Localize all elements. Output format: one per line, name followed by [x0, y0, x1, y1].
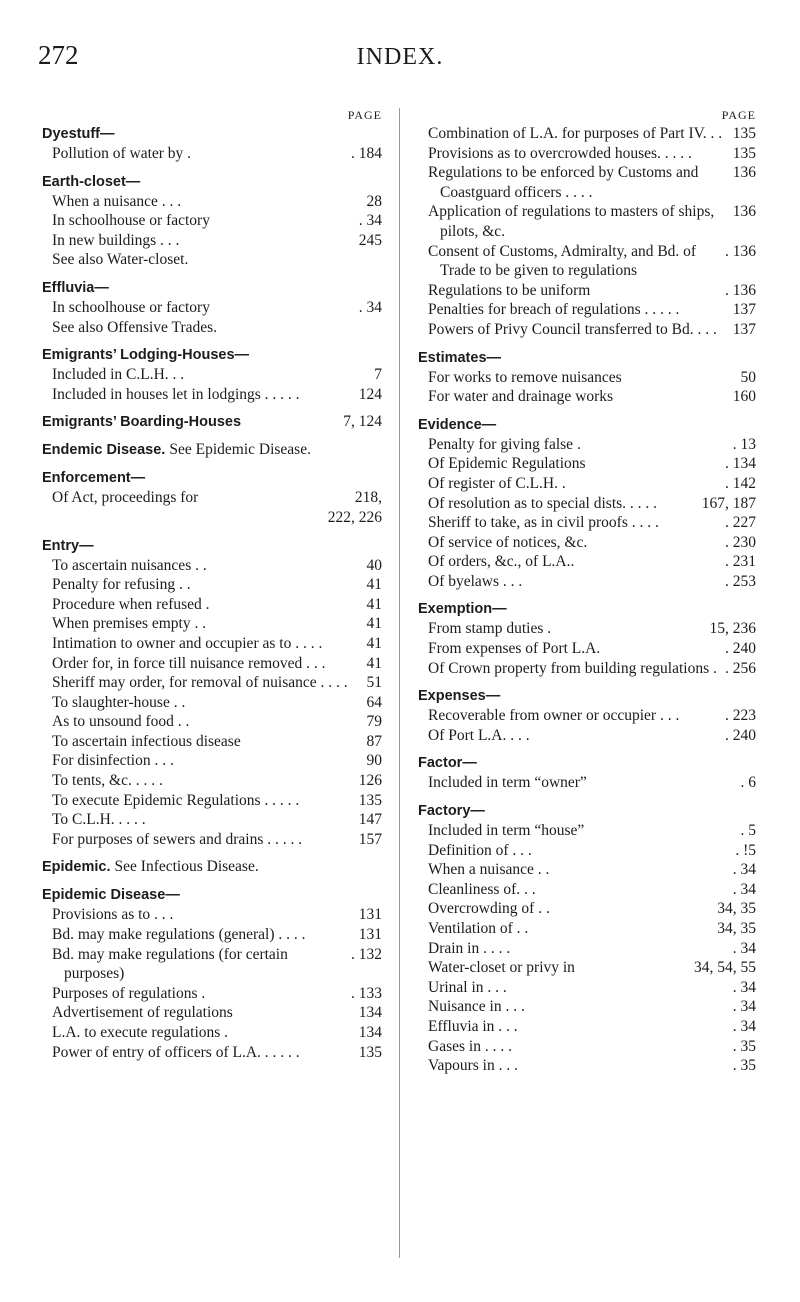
subentry-text: To slaughter-house . . — [52, 693, 186, 711]
heading-term: Emigrants’ Boarding-Houses — [42, 414, 242, 431]
page-reference: 34, 35 — [717, 920, 756, 937]
index-subentry — [418, 639, 756, 659]
page-reference: 41 — [366, 654, 382, 672]
index-subentry — [42, 830, 382, 850]
index-subentry — [418, 939, 756, 959]
subentry-text: Included in houses let in lodgings . . . . . — [52, 385, 300, 403]
index-subentry — [42, 1043, 382, 1063]
subentry-text: Of register of C.L.H. . — [428, 474, 566, 492]
subentry-text: From stamp duties . — [428, 620, 552, 638]
subentry-text: Penalties for breach of regulations . . . . . — [428, 301, 680, 319]
subentry-text: For works to remove nuisances — [428, 368, 622, 386]
page-reference: 135 — [732, 125, 756, 142]
page-reference: 136 — [732, 164, 756, 182]
subentry-text: Included in term “owner” — [428, 774, 587, 792]
index-subentry — [42, 810, 382, 830]
index-subentry — [42, 385, 382, 405]
subentry-text: Nuisance in . . . — [428, 998, 525, 1016]
page-reference: . 132 — [351, 945, 382, 963]
page-reference: 7, 124 — [343, 413, 382, 431]
heading-term: Epidemic. — [42, 859, 111, 876]
index-subentry — [418, 368, 756, 388]
index-subentry — [42, 144, 382, 164]
subentry-text: To C.L.H. . . . . — [52, 811, 146, 829]
index-subentry — [418, 1017, 756, 1037]
subentry-text: Consent of Customs, Admiralty, and Bd. of Trade to be given to regulations — [428, 242, 697, 280]
index-subentry — [418, 320, 756, 340]
index-subentry — [42, 488, 382, 508]
page-reference: . 240 — [725, 726, 756, 744]
page-reference: 40 — [366, 556, 382, 574]
page-reference: . 133 — [351, 984, 382, 1002]
page-reference: . !5 — [735, 841, 756, 859]
index-subentry — [42, 1023, 382, 1043]
page-reference: 135 — [358, 791, 382, 809]
page-reference: . 231 — [725, 553, 756, 571]
subentry-text: Of Port L.A. . . . — [428, 726, 530, 744]
entry-heading — [418, 753, 756, 773]
index-subentry — [418, 821, 756, 841]
index-subentry — [418, 281, 756, 301]
page-column-label: PAGE — [721, 108, 756, 122]
subentry-text: Of service of notices, &c. — [428, 533, 588, 551]
subentry-text: Drain in . . . . — [428, 939, 511, 957]
page-reference: 136 — [732, 203, 756, 221]
index-group — [42, 440, 382, 460]
page-reference: . 256 — [725, 659, 756, 677]
entry-heading — [42, 345, 382, 365]
subentry-text: To ascertain nuisances . . — [52, 556, 207, 574]
subentry-text: Of Act, proceedings for — [52, 489, 199, 507]
page-reference: 135 — [732, 144, 756, 162]
heading-term: Epidemic Disease— — [42, 887, 180, 904]
subentry-text: Recoverable from owner or occupier . . . — [428, 707, 680, 725]
index-group — [418, 686, 756, 745]
subentry-text: Regulations to be uniform — [428, 281, 591, 299]
subentry-text: Power of entry of officers of L.A. . . . . . — [52, 1043, 300, 1061]
entry-heading — [418, 801, 756, 821]
index-subentry — [42, 211, 382, 231]
subentry-text: For purposes of sewers and drains . . . . . — [52, 830, 303, 848]
page-reference: . 13 — [732, 435, 756, 453]
index-subentry — [418, 726, 756, 746]
index-subentry — [418, 494, 756, 514]
entry-heading — [42, 468, 382, 488]
subentry-text: Of resolution as to special dists. . . . . — [428, 494, 658, 512]
page-reference: 28 — [366, 192, 382, 210]
entry-heading — [42, 172, 382, 192]
index-group — [42, 536, 382, 850]
index-subentry — [418, 619, 756, 639]
index-subentry — [418, 860, 756, 880]
page-reference: . 35 — [732, 1057, 756, 1075]
subentry-text: Provisions as to . . . — [52, 906, 174, 924]
index-subentry — [42, 673, 382, 693]
page-reference: 41 — [366, 615, 382, 633]
index-group — [418, 348, 756, 407]
index-subentry — [42, 634, 382, 654]
page-reference: . 34 — [732, 939, 756, 957]
running-head: INDEX. — [356, 44, 444, 70]
index-subentry — [42, 575, 382, 595]
index-subentry — [418, 474, 756, 494]
index-group — [42, 278, 382, 337]
index-subentry — [418, 919, 756, 939]
index-subentry — [42, 654, 382, 674]
index-subentry — [418, 513, 756, 533]
index-group — [42, 172, 382, 270]
index-subentry — [42, 508, 382, 528]
subentry-text: For water and drainage works — [428, 388, 614, 406]
entry-heading — [418, 686, 756, 706]
index-subentry — [418, 1056, 756, 1076]
index-subentry — [418, 454, 756, 474]
index-subentry — [418, 300, 756, 320]
subentry-text: To execute Epidemic Regulations . . . . . — [52, 791, 300, 809]
subentry-text: Bd. may make regulations (for certain purposes) — [52, 945, 288, 983]
subentry-text: Intimation to owner and occupier as to . . . . — [52, 634, 323, 652]
page-reference: 41 — [366, 634, 382, 652]
page-reference: . 253 — [725, 572, 756, 590]
index-group — [42, 345, 382, 404]
heading-term: Enforcement— — [42, 470, 146, 487]
index-subentry — [42, 791, 382, 811]
heading-term: Entry— — [42, 537, 94, 554]
page-reference: 137 — [732, 301, 756, 319]
index-subentry — [42, 771, 382, 791]
index-subentry — [42, 556, 382, 576]
index-subentry — [42, 614, 382, 634]
subentry-text: From expenses of Port L.A. — [428, 640, 601, 658]
subentry-text: Of orders, &c., of L.A.. — [428, 553, 575, 571]
index-subentry — [418, 202, 756, 241]
index-subentry — [418, 124, 756, 144]
page-reference: 245 — [358, 231, 382, 249]
subentry-text: Cleanliness of. . . — [428, 880, 536, 898]
entry-heading — [42, 412, 382, 432]
index-subentry — [42, 595, 382, 615]
page-number: 272 — [38, 40, 79, 70]
subentry-text: To ascertain infectious disease — [52, 732, 241, 750]
index-subentry — [42, 192, 382, 212]
heading-term: Exemption— — [418, 601, 507, 618]
column-rule — [399, 108, 400, 1258]
index-subentry — [42, 298, 382, 318]
index-subentry — [418, 572, 756, 592]
index-subentry — [418, 659, 756, 679]
heading-term: Estimates— — [418, 349, 502, 366]
index-group — [418, 753, 756, 793]
subentry-text: Vapours in . . . — [428, 1057, 518, 1075]
page-reference: 135 — [358, 1043, 382, 1061]
subentry-text: Combination of L.A. for purposes of Part IV. . . — [428, 125, 723, 142]
subentry-text: Included in C.L.H. . . — [52, 366, 185, 384]
subentry-text: Sheriff to take, as in civil proofs . . . . — [428, 514, 659, 532]
page-reference: 34, 35 — [717, 900, 756, 918]
index-subentry — [418, 242, 756, 281]
page-reference: 222, 226 — [327, 508, 382, 526]
page-reference: . 6 — [740, 774, 756, 792]
subentry-text: When a nuisance . . — [428, 861, 550, 879]
subentry-text: In new buildings . . . — [52, 231, 180, 249]
subentry-text: L.A. to execute regulations . — [52, 1024, 229, 1041]
page-reference: 64 — [366, 693, 382, 711]
index-group — [42, 412, 382, 432]
subentry-text: When a nuisance . . . — [52, 192, 182, 210]
heading-term: Emigrants’ Lodging-Houses— — [42, 347, 250, 364]
page-reference: . 184 — [351, 145, 382, 162]
subentry-text: Regulations to be enforced by Customs and Coastguard officers . . . . — [428, 164, 699, 201]
page-reference: . 34 — [732, 998, 756, 1016]
subentry-text: In schoolhouse or factory — [52, 298, 210, 316]
page-reference: . 223 — [725, 707, 756, 725]
page-reference: 147 — [358, 811, 382, 829]
page-reference: . 136 — [725, 242, 756, 260]
index-group — [418, 415, 756, 592]
heading-term: Endemic Disease. — [42, 442, 166, 459]
index-subentry — [418, 387, 756, 407]
page-reference: . 227 — [725, 514, 756, 532]
see-also: See also Offensive Trades. — [52, 318, 218, 336]
page-reference: . 34 — [732, 861, 756, 879]
subentry-text: Procedure when refused . — [52, 595, 210, 613]
page-reference: . 34 — [732, 880, 756, 898]
subentry-text: Pollution of water by . — [52, 145, 192, 162]
index-subentry — [418, 997, 756, 1017]
index-subentry — [42, 712, 382, 732]
subentry-text: Advertisement of regulations — [52, 1004, 233, 1022]
index-subentry — [42, 365, 382, 385]
page-reference: . 240 — [725, 640, 756, 658]
entry-heading — [42, 124, 382, 144]
index-group — [418, 599, 756, 678]
page-reference: 41 — [366, 576, 382, 594]
entry-heading — [42, 536, 382, 556]
index-group — [42, 124, 382, 164]
subentry-text: Penalty for refusing . . — [52, 576, 191, 594]
subentry-text: Application of regulations to masters of ships, pilots, &c. — [428, 203, 715, 240]
heading-term: Effluvia— — [42, 279, 109, 296]
index-subentry — [418, 163, 756, 202]
index-subentry — [42, 984, 382, 1004]
page-reference: . 136 — [725, 281, 756, 299]
page-reference: 41 — [366, 595, 382, 613]
index-subentry — [42, 905, 382, 925]
page-reference: 134 — [358, 1024, 382, 1041]
page-reference: . 34 — [358, 298, 382, 316]
index-subentry — [42, 732, 382, 752]
entry-heading — [418, 348, 756, 368]
index-subentry — [418, 706, 756, 726]
index-subentry — [418, 552, 756, 572]
heading-term: Earth-closet— — [42, 173, 141, 190]
page-reference: 160 — [732, 388, 756, 406]
cross-reference: See Infectious Disease. — [114, 858, 259, 876]
heading-term: Expenses— — [418, 688, 501, 705]
subentry-text: Sheriff may order, for removal of nuisance . . . . — [52, 674, 348, 692]
page-reference: . 34 — [732, 1017, 756, 1035]
page-reference: . 34 — [358, 212, 382, 230]
entry-heading — [42, 278, 382, 298]
subentry-text: When premises empty . . — [52, 615, 207, 633]
index-subentry — [42, 925, 382, 945]
page-reference: 124 — [358, 385, 382, 403]
page-reference: 87 — [366, 732, 382, 750]
page-reference: 126 — [358, 772, 382, 790]
subentry-text: Overcrowding of . . — [428, 900, 550, 918]
index-subentry — [418, 841, 756, 861]
entry-heading — [418, 599, 756, 619]
see-also: See also Water-closet. — [52, 251, 189, 269]
index-subentry — [42, 231, 382, 251]
page-reference: 15, 236 — [709, 620, 756, 638]
heading-term: Dyestuff— — [42, 126, 115, 142]
subentry-text: Of Epidemic Regulations — [428, 455, 586, 473]
index-subentry — [418, 958, 756, 978]
index-subentry — [418, 1037, 756, 1057]
page-reference: 50 — [740, 368, 756, 386]
subentry-text: Of byelaws . . . — [428, 572, 523, 590]
right-column — [418, 108, 756, 1076]
page-reference: 79 — [366, 713, 382, 731]
page-reference: 157 — [358, 830, 382, 848]
page-reference: . 230 — [725, 533, 756, 551]
subentry-text: Provisions as to overcrowded houses. . . . . — [428, 144, 692, 162]
heading-term: Factor— — [418, 755, 477, 772]
subentry-text: As to unsound food . . — [52, 713, 190, 731]
index-subentry — [42, 945, 382, 984]
index-group — [42, 468, 382, 527]
index-subentry — [418, 144, 756, 164]
subentry-text: Urinal in . . . — [428, 978, 507, 996]
page-reference: 218, — [354, 489, 382, 507]
page-reference: 167, 187 — [701, 494, 756, 512]
page-reference: . 5 — [740, 822, 756, 840]
page-reference: 134 — [358, 1004, 382, 1022]
index-subentry — [418, 773, 756, 793]
subentry-text: Purposes of regulations . — [52, 984, 206, 1002]
subentry-text: Included in term “house” — [428, 822, 585, 840]
page-reference: 51 — [366, 674, 382, 692]
page-reference: . 134 — [725, 455, 756, 473]
subentry-text: Powers of Privy Council transferred to Bd. . . . — [428, 320, 717, 338]
index-group — [418, 124, 756, 340]
subentry-text: Gases in . . . . — [428, 1037, 512, 1055]
index-subentry — [418, 880, 756, 900]
subentry-text: In schoolhouse or factory — [52, 212, 210, 230]
cross-reference: See Epidemic Disease. — [169, 441, 311, 459]
subentry-text: Water-closet or privy in — [428, 959, 575, 977]
entry-heading — [42, 885, 382, 905]
page-reference: 90 — [366, 752, 382, 770]
subentry-text: Of Crown property from building regulations . — [428, 659, 717, 677]
index-subentry — [42, 1003, 382, 1023]
heading-term: Evidence— — [418, 416, 497, 433]
index-subentry — [42, 751, 382, 771]
subentry-text: Order for, in force till nuisance removed . . . — [52, 654, 326, 672]
entry-heading — [42, 857, 382, 877]
page-reference: 131 — [358, 926, 382, 944]
subentry-text: Definition of . . . — [428, 841, 532, 859]
index-subentry — [418, 978, 756, 998]
left-column — [42, 108, 382, 1062]
page-reference: 34, 54, 55 — [694, 959, 756, 977]
index-group — [42, 885, 382, 1062]
subentry-text: Penalty for giving false . — [428, 435, 581, 453]
index-subentry — [42, 693, 382, 713]
page-reference: 7 — [374, 366, 382, 384]
index-group — [42, 857, 382, 877]
page-reference: . 35 — [732, 1037, 756, 1055]
index-subentry — [418, 435, 756, 455]
entry-heading — [418, 415, 756, 435]
subentry-text: To tents, &c. . . . . — [52, 772, 163, 790]
subentry-text: Ventilation of . . — [428, 920, 529, 937]
index-subentry — [418, 899, 756, 919]
subentry-text: Effluvia in . . . — [428, 1017, 518, 1035]
page-reference: . 34 — [732, 978, 756, 996]
entry-heading — [42, 440, 382, 460]
index-subentry — [418, 533, 756, 553]
heading-term: Factory— — [418, 803, 485, 820]
page-reference: 131 — [358, 906, 382, 924]
subentry-text: For disinfection . . . — [52, 752, 174, 770]
page-column-label: PAGE — [347, 108, 382, 122]
index-group — [418, 801, 756, 1076]
page-reference: . 142 — [725, 474, 756, 492]
page-reference: 137 — [732, 320, 756, 338]
subentry-text: Bd. may make regulations (general) . . . . — [52, 926, 306, 944]
